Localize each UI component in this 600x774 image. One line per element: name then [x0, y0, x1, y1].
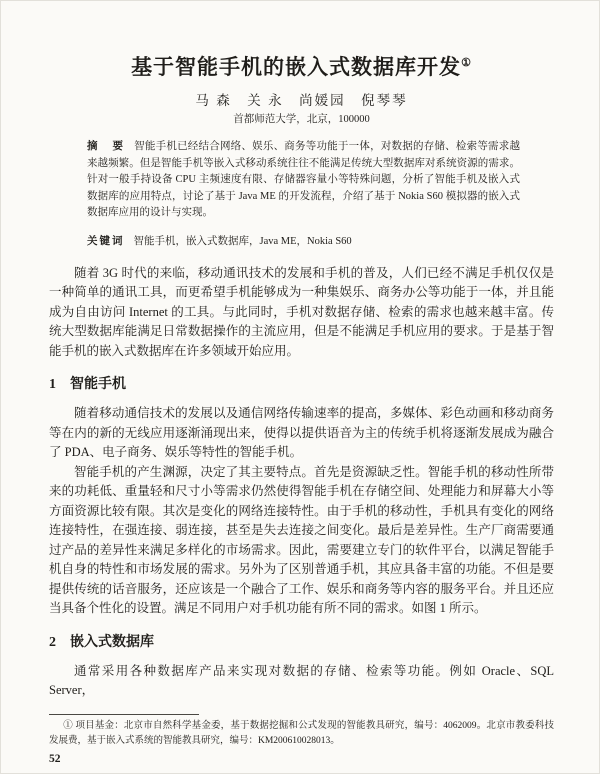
abstract-label: 摘 要 [87, 141, 126, 152]
keywords-label: 关键词 [87, 235, 125, 247]
keywords-text: 智能手机，嵌入式数据库，Java ME，Nokia S60 [133, 235, 352, 247]
keywords-line [87, 234, 520, 250]
page-title [49, 49, 554, 81]
affiliation-line: 首都师范大学，北京，100000 [233, 114, 370, 125]
section-2-heading [49, 633, 554, 652]
section-1-paragraph-2: 智能手机的产生渊源，决定了其主要特点。首先是资源缺乏性。智能手机的移动性所带来的功耗低、重量轻和尺寸小等需求仍然使得智能手机在存储空间、处理能力和屏幕大小等方面资源比较有限。其次是变化的网络连接特性。由于手机的移动性，手机具有变化的网络连接特性，在强连接、弱连接，甚至是失去连接之间变化。最后是差异性。生产厂商需要通过产品的差异性来满足多样化的市场需求。因此，需要建立专门的软件平台，以满足智能手机自身的特性和市场发展的需求。另外为了区别普通手机，其应具备丰富的功能。不但是要提供传统的话音服务，还应该是一个融合了工作、娱乐和商务等内容的服务平台。并且还应当具备个性化的设置。满足不同用户对手机功能有所不同的需求。如图 1 所示。 [49, 464, 554, 615]
paper-content [1, 1, 599, 701]
title-footnote-marker: ① [461, 57, 472, 69]
section-1-number: 1 [49, 377, 56, 392]
section-2-title: 嵌入式数据库 [70, 634, 154, 650]
footnote-divider [49, 714, 199, 715]
title-text: 基于智能手机的嵌入式数据库开发 [131, 55, 462, 79]
page-number: 52 [49, 753, 61, 765]
section-1-paragraph-1: 随着移动通信技术的发展以及通信网络传输速率的提高，多媒体、彩色动画和移动商务等在内的新的无线应用逐渐涌现出来，使得以提供语音为主的传统手机将逐渐发展成为融合了 PDA、电子商务、娱乐等特性的智能手机。 [49, 406, 554, 459]
authors-line: 马 森 关 永 尚媛园 倪琴琴 [195, 93, 408, 108]
section-1-title: 智能手机 [70, 377, 126, 392]
section-2-paragraph-1: 通常采用各种数据库产品来实现对数据的存储、检索等功能。例如 Oracle、SQL Server， [49, 663, 554, 697]
abstract-block [87, 139, 520, 222]
intro-paragraph: 随着 3G 时代的来临，移动通讯技术的发展和手机的普及，人们已经不满足手机仅仅是一种简单的通讯工具，而更希望手机能够成为一种集娱乐、商务办公等功能于一体，并且能成为自由访问 Internet 的工具。与此同时，手机对数据存储、检索的需求也越来越丰富。传统大型数据库能满足日常数据操作的主流应用，但是不能满足手机应用的要求。于是基于智能手机的嵌入式数据库在许多领域开始应用。 [49, 265, 554, 358]
page-footer [49, 714, 554, 765]
section-1-heading [49, 375, 554, 394]
abstract-text: 智能手机已经结合网络、娱乐、商务等功能于一体，对数据的存储、检索等需求越来越频繁。但是智能手机等嵌入式移动系统往往不能满足传统大型数据库对系统资源的需求。针对一般手持设备 CPU 主频速度有限、存储器容量小等特殊问题，分析了智能手机及嵌入式数据库的应用特点，讨论了基于 Java ME 的开发流程，介绍了基于 Nokia S60 模拟器的嵌入式数据库应用的设计与实现。 [87, 141, 520, 218]
footnote-text: ① 项目基金：北京市自然科学基金委，基于数据挖掘和公式发现的智能教具研究，编号：4062009。北京市教委科技发展费，基于嵌入式系统的智能教具研究，编号：KM200610028013。 [49, 721, 554, 746]
section-2-number: 2 [49, 634, 56, 650]
